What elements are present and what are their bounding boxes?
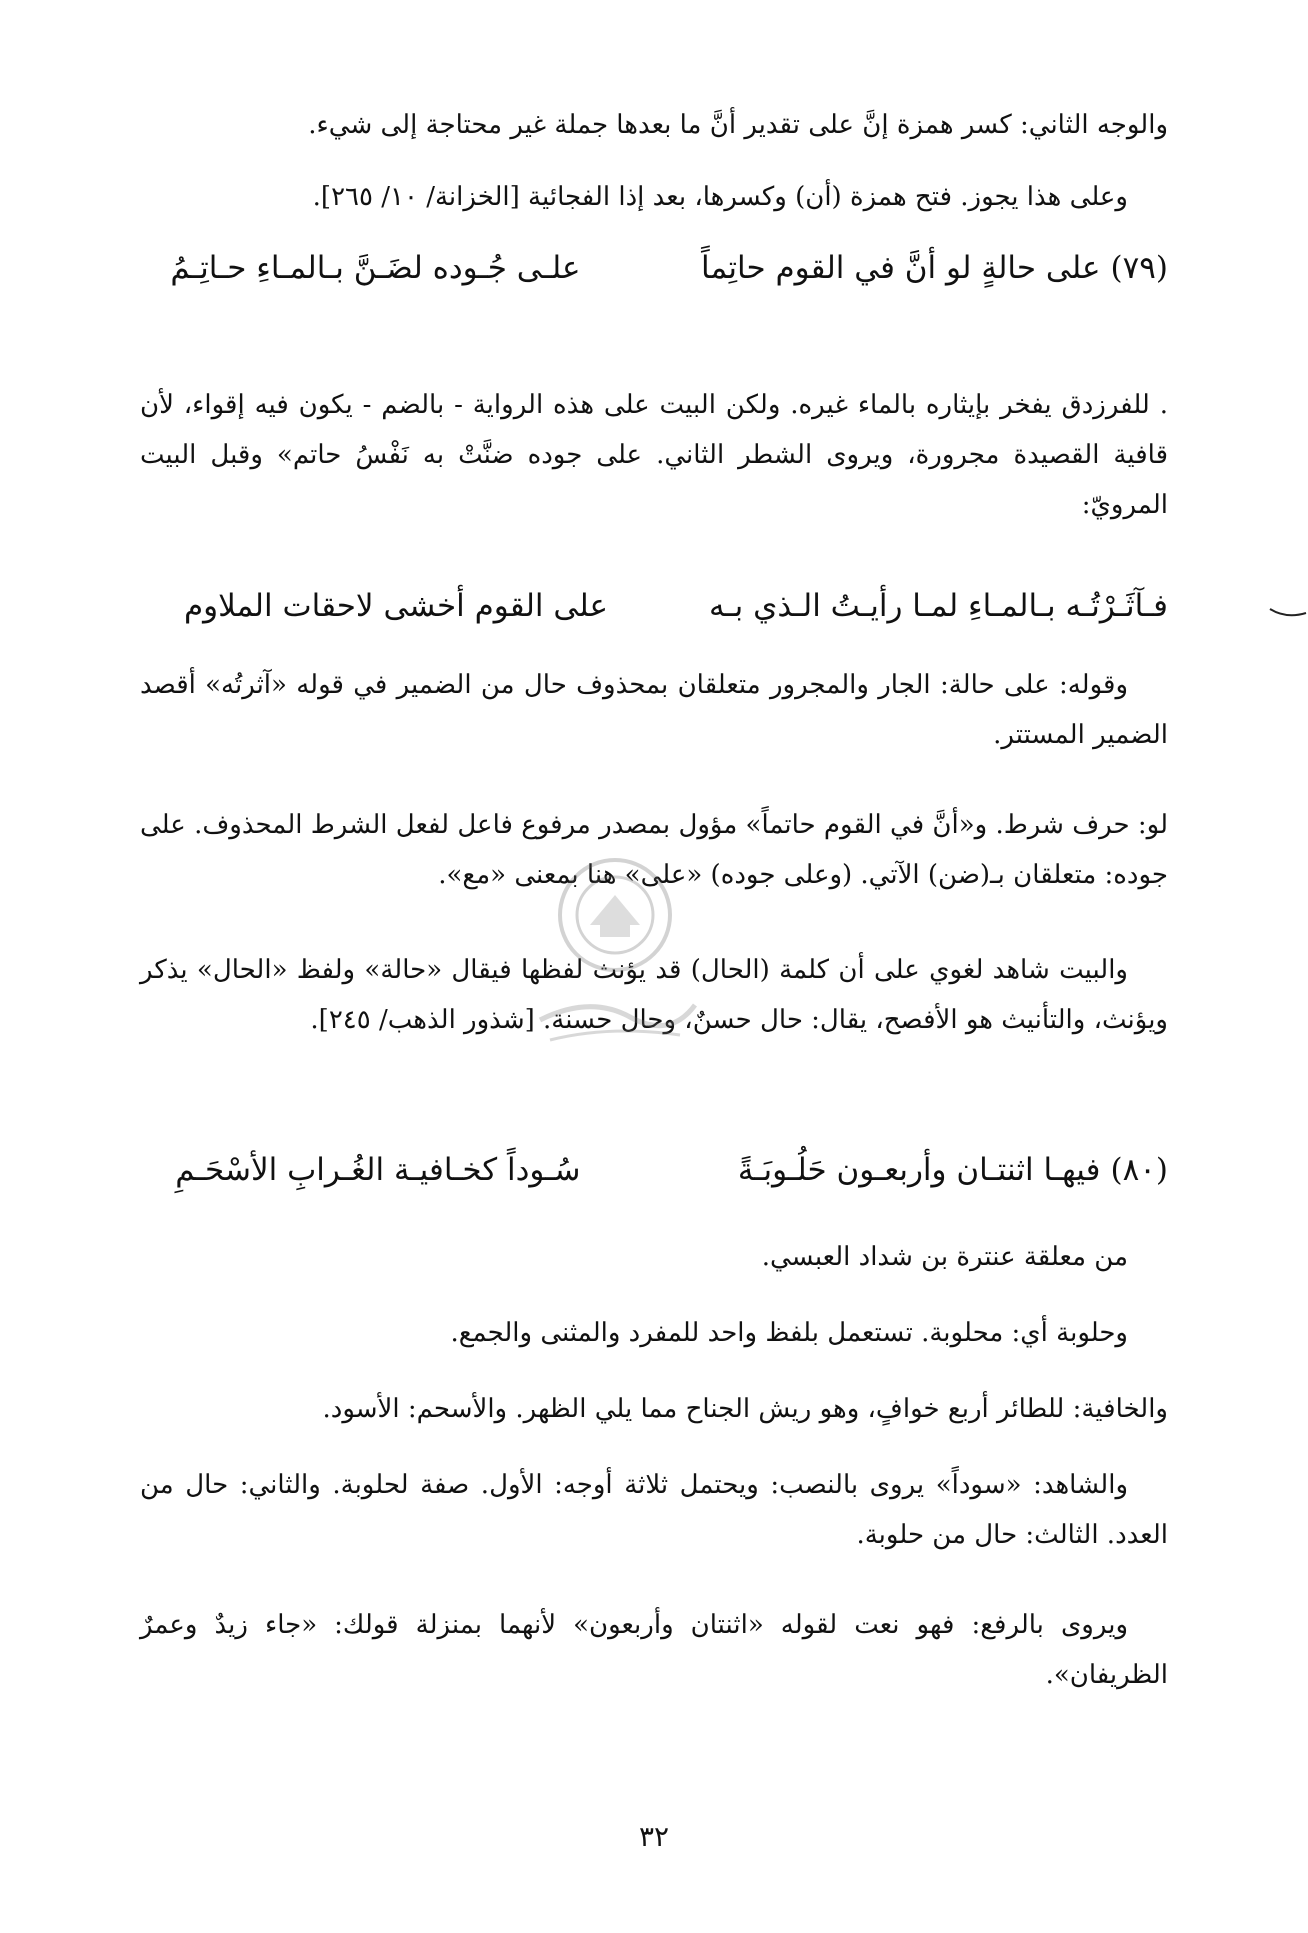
- verse-hemistich-second: سُـوداً كخـافيـة الغُـرابِ الأسْحَـمِ: [175, 1152, 581, 1188]
- verse-hemistich-second: علـى جُـوده لضَـنَّ بـالمـاءِ حـاتِـمُ: [170, 250, 581, 286]
- paragraph-muallaqa-source: من معلقة عنترة بن شداد العبسي.: [761, 1242, 1128, 1272]
- library-stamp-watermark: [530, 845, 700, 1055]
- margin-pen-mark: [1268, 605, 1308, 621]
- verse-79: [140, 240, 1168, 296]
- verse-hemistich-first: فيهـا اثنتـان وأربعـون حَلُـوبَـةً: [737, 1152, 1101, 1188]
- paragraph-halouba-meaning: وحلوبة أي: محلوبة. تستعمل بلفظ واحد للمفرد والمثنى والجمع.: [450, 1318, 1128, 1348]
- paragraph-law-harf-shart: لو: حرف شرط. و«أنَّ في القوم حاتماً» مؤول بمصدر مرفوع فاعل لفعل الشرط المحذوف. على جوده: متعلقان بـ(ضن) الآتي. (وعلى جوده) «على» هنا بمعنى «مع».: [140, 810, 1168, 890]
- verse-hemistich-first: فـآثَـرْتُـه بـالمـاءِ لمـا رأيـتُ الـذي بـه: [708, 588, 1168, 624]
- verse-number: (٧٩): [1110, 250, 1168, 286]
- paragraph-ala-hala: وقوله: على حالة: الجار والمجرور متعلقان بمحذوف حال من الضمير في قوله «آثرتُه» أقصد الضمير المستتر.: [140, 670, 1168, 750]
- paragraph-khafiya-meaning: والخافية: للطائر أربع خوافٍ، وهو ريش الجناح مما يلي الظهر. والأسحم: الأسود.: [322, 1394, 1168, 1424]
- paragraph-linguistic-witness: والبيت شاهد لغوي على أن كلمة (الحال) قد يؤنث لفظها فيقال «حالة» ولفظ «الحال» يذكر ويؤنث، والتأنيث هو الأفصح، يقال: حال حسنٌ، وحال حسنة. [شذور الذهب/ ٢٤٥].: [140, 955, 1168, 1035]
- paragraph-fath-hamza: وعلى هذا يجوز. فتح همزة (أن) وكسرها، بعد إذا الفجائية [الخزانة/ ١٠/ ٢٦٥].: [312, 182, 1128, 212]
- paragraph-shahid-nasb: والشاهد: «سوداً» يروى بالنصب: ويحتمل ثلاثة أوجه: الأول. صفة لحلوبة. والثاني: حال من العدد. الثالث: حال من حلوبة.: [140, 1470, 1168, 1550]
- verse-hemistich-first: على حالةٍ لو أنَّ في القوم حاتِماً: [701, 250, 1101, 286]
- paragraph-farazdaq-commentary: . للفرزدق يفخر بإيثاره بالماء غيره. ولكن البيت على هذه الرواية - بالضم - يكون فيه إقواء، لأن قافية القصيدة مجرورة، ويروى الشطر الثاني. على جوده ضنَّتْ به نَفْسُ حاتم» وقبل البيت المرويّ:: [140, 390, 1168, 520]
- verse-prior: [140, 578, 1168, 634]
- verse-number: (٨٠): [1110, 1152, 1168, 1188]
- verse-hemistich-second: على القوم أخشى لاحقات الملاوم: [183, 588, 608, 624]
- paragraph-raf-reading: ويروى بالرفع: فهو نعت لقوله «اثنتان وأربعون» لأنهما بمنزلة قولك: «جاء زيدٌ وعمرٌ الظريفان».: [140, 1610, 1168, 1690]
- page-number: ٣٢: [638, 1820, 670, 1853]
- paragraph-second-aspect: والوجه الثاني: كسر همزة إنَّ على تقدير أنَّ ما بعدها جملة غير محتاجة إلى شيء.: [308, 110, 1168, 140]
- verse-80: [140, 1142, 1168, 1198]
